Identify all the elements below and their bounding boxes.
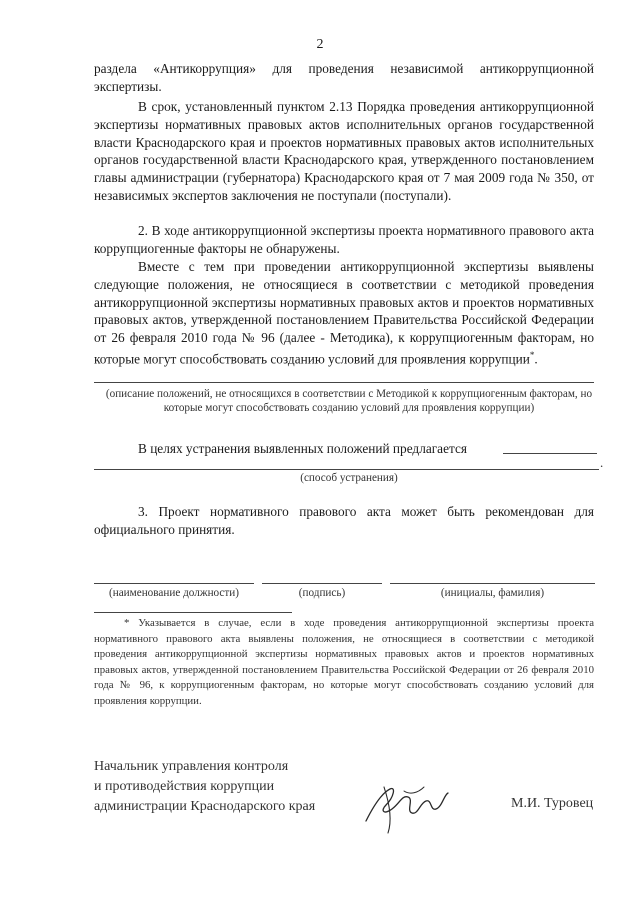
signatory-title-line3: администрации Краснодарского края bbox=[94, 799, 316, 814]
footnote-text: * Указывается в случае, если в ходе проведения антикоррупционной экспертизы проекта нормативного правового акта выявлены положения, не относящиеся в соответствии с методикой проведения антикоррупционной экспертизы нормативных правовых актов и проектов нормативных правовых актов, утвержденной постановлением Правительства Российской Федерации от 26 февраля 2010 года № 96, к коррупциогенным факторам, но которые могут способствовать созданию условий для проявления коррупции. bbox=[94, 617, 594, 707]
description-caption: (описание положений, не относящихся в соответствии с Методикой к коррупциогенным факторам, но которые могут способствовать созданию условий для проявления коррупции) bbox=[105, 388, 593, 414]
paragraph-besides-period: . bbox=[534, 351, 538, 367]
paragraph-3-text: 3. Проект нормативного правового акта может быть рекомендован для официального принятия. bbox=[94, 504, 594, 537]
signatory-title-line1: Начальник управления контроля bbox=[94, 759, 289, 774]
footnote-marker: * bbox=[529, 349, 535, 360]
signatory-title bbox=[94, 757, 315, 817]
position-caption: (наименование должности) bbox=[108, 587, 239, 599]
paragraph-deadline bbox=[94, 98, 594, 205]
initials-caption: (инициалы, фамилия) bbox=[440, 587, 545, 599]
proposal-fill-line-2 bbox=[94, 469, 599, 470]
paragraph-besides-body: Вместе с тем при проведении антикоррупционной экспертизы выявлены следующие положения, не относящиеся в соответствии с методикой проведения антикоррупционной экспертизы нормативных правовых актов и проектов нормативных правовых актов, утвержденной постановлением Правительства Российской Федерации от 26 февраля 2010 года № 96 (далее - Методика), к коррупциогенным факторам, но которые могут способствовать созданию условий для проявления коррупции bbox=[94, 259, 594, 367]
paragraph-2-text: 2. В ходе антикоррупционной экспертизы проекта нормативного правового акта коррупциогенные факторы не обнаружены. bbox=[94, 223, 594, 256]
proposal-end-period: . bbox=[600, 455, 604, 470]
description-fill-line bbox=[94, 382, 594, 383]
paragraph-intro bbox=[94, 60, 594, 96]
initials-fill-line bbox=[390, 583, 595, 584]
position-fill-line bbox=[94, 583, 254, 584]
paragraph-besides-text bbox=[94, 258, 594, 368]
handwritten-signature bbox=[360, 775, 456, 839]
paragraph-deadline-text: В срок, установленный пунктом 2.13 Порядка проведения антикоррупционной экспертизы нормативных правовых актов исполнительных органов государственной власти Краснодарского края и проектов нормативных правовых актов исполнительных органов государственной власти Краснодарского края, утвержденного постановлением главы администрации (губернатора) Краснодарского края от 7 мая 2009 года № 350, от независимых экспертов заключения не поступали (поступали). bbox=[94, 99, 594, 203]
paragraph-proposal-text: В целях устранения выявленных положений предлагается bbox=[138, 441, 467, 456]
signatory-name: М.И. Туровец bbox=[511, 796, 594, 811]
signature-caption: (подпись) bbox=[298, 587, 346, 599]
method-caption: (способ устранения) bbox=[300, 472, 398, 484]
proposal-fill-line-1 bbox=[503, 453, 597, 454]
paragraph-3 bbox=[94, 503, 594, 539]
page-number: 2 bbox=[316, 37, 324, 52]
paragraph-proposal bbox=[94, 440, 614, 458]
footnote-separator bbox=[94, 612, 292, 613]
paragraph-2 bbox=[94, 222, 594, 258]
paragraph-besides bbox=[94, 258, 594, 368]
signature-fill-line bbox=[262, 583, 382, 584]
paragraph-intro-text: раздела «Антикоррупция» для проведения независимой антикоррупционной экспертизы. bbox=[94, 61, 594, 94]
signatory-title-line2: и противодействия коррупции bbox=[94, 779, 275, 794]
